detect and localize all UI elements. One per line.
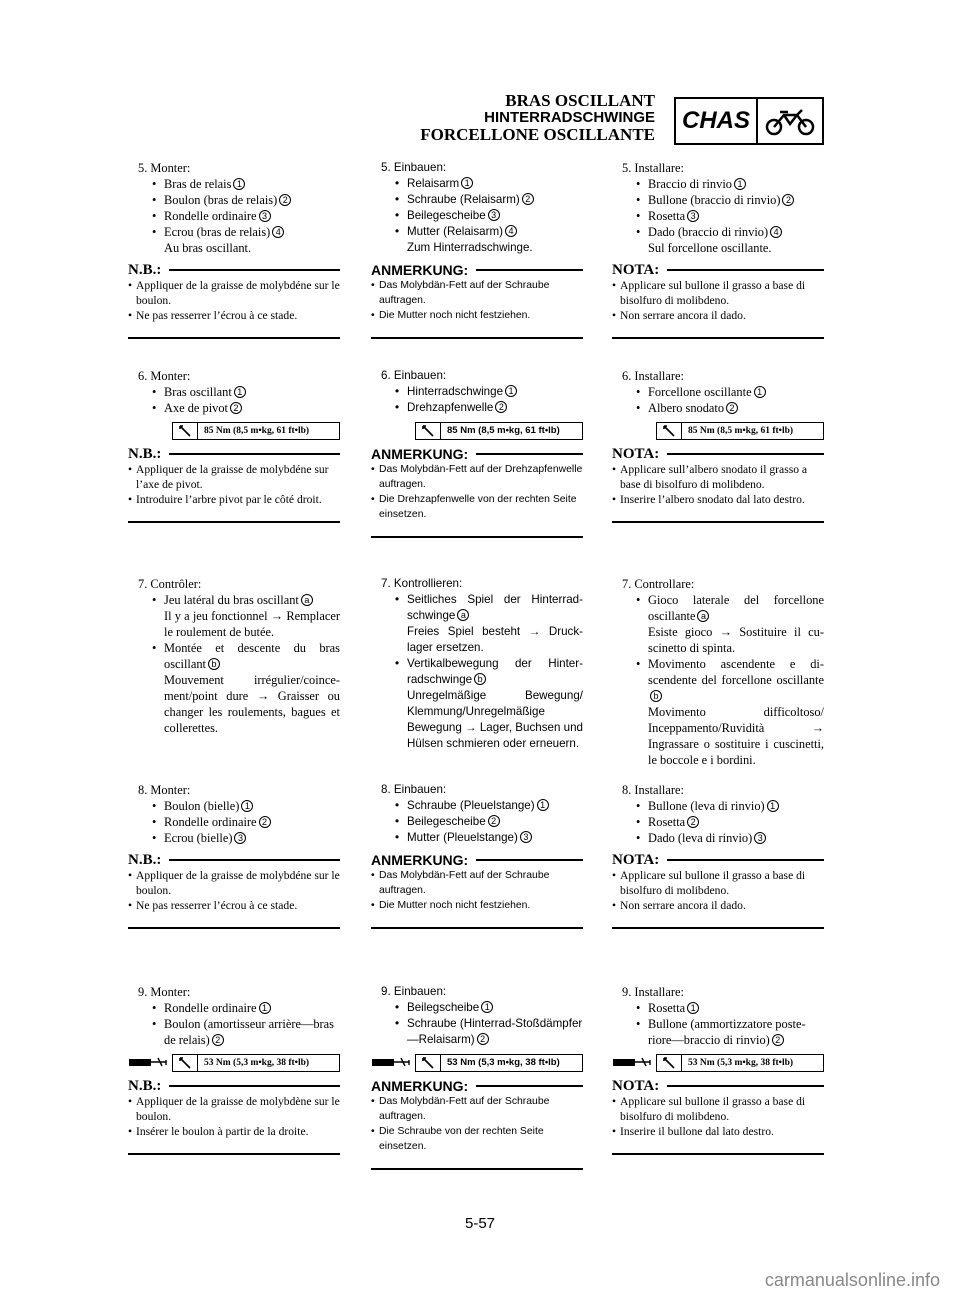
text: Hinterradschwinge xyxy=(407,385,504,398)
torque-row xyxy=(128,1054,340,1072)
text: Schraube (Pleuelstange) xyxy=(407,799,535,812)
note-item: • Applicare sul bullone il grasso a base di bisolfuro di molibdeno. xyxy=(612,868,824,898)
step-6 xyxy=(612,368,824,523)
divider xyxy=(128,1153,340,1155)
note-item: • Die Drehzapfenwelle von der rechten Seite einsetzen. xyxy=(371,492,583,522)
section-badge-label: CHAS xyxy=(676,99,758,143)
text: Mutter (Relaisarm) xyxy=(407,225,503,238)
header-title-fr: BRAS OSCILLANT xyxy=(505,91,655,110)
note-item: • Die Mutter noch nicht festziehen. xyxy=(371,898,583,913)
text: Gioco laterale del forcellone oscillante xyxy=(648,593,824,623)
step-7 xyxy=(371,576,583,752)
text: Bullone (braccio di rinvio) xyxy=(648,193,781,207)
list-item xyxy=(636,192,824,208)
callout-marker: 3 xyxy=(754,832,766,844)
note-item: • Appliquer de la graisse de molybdéne sur l’axe de pivot. xyxy=(128,462,340,492)
list-item xyxy=(636,208,824,224)
text: 53 Nm (5,3 m•kg, 38 ft•lb) xyxy=(204,1058,310,1068)
list-item xyxy=(395,1016,583,1048)
callout-marker: 2 xyxy=(212,1034,224,1046)
text: Beilegescheibe xyxy=(407,815,486,828)
wrench-icon xyxy=(416,1055,441,1071)
note-item: • Inserire il bullone dal lato destro. xyxy=(612,1124,824,1139)
step-6 xyxy=(371,368,583,538)
callout-marker: b xyxy=(474,673,486,685)
text: Bras de relais xyxy=(164,177,232,191)
torque-spec xyxy=(656,1054,824,1072)
text: NOTA: xyxy=(612,852,660,868)
note-item: • Non serrare ancora il dado. xyxy=(612,308,824,323)
page-number: 5-57 xyxy=(464,1215,496,1232)
callout-marker: 1 xyxy=(461,177,473,189)
step-9 xyxy=(371,984,583,1170)
step-title: 5. Installare: xyxy=(622,161,684,175)
list-item xyxy=(395,208,583,224)
text: Rondelle ordinaire xyxy=(164,1001,257,1015)
list-item xyxy=(636,814,824,830)
text: Beilegscheibe xyxy=(407,1001,480,1014)
note-item: • Das Molybdän-Fett auf der Schraube auftragen. xyxy=(371,278,583,308)
callout-marker: 1 xyxy=(505,385,517,397)
callout-marker: 2 xyxy=(687,816,699,828)
note-item: • Ne pas resserrer l’écrou à ce stade. xyxy=(128,308,340,323)
list-item xyxy=(152,192,340,208)
text: Rosetta xyxy=(648,815,686,829)
callout-marker: 1 xyxy=(687,1002,699,1014)
step-8 xyxy=(371,782,583,929)
step-title: 9. Einbauen: xyxy=(381,985,447,998)
text: NOTA: xyxy=(612,1078,660,1094)
divider xyxy=(371,536,583,538)
callout-marker: 3 xyxy=(520,831,532,843)
list-item xyxy=(395,384,583,400)
note-item: • Die Schraube von der rechten Seite einsetzen. xyxy=(371,1124,583,1154)
list-item xyxy=(636,592,824,624)
callout-marker: 2 xyxy=(782,194,794,206)
step-7 xyxy=(612,576,824,768)
callout-marker: 2 xyxy=(279,194,291,206)
divider xyxy=(612,521,824,523)
list-item xyxy=(636,798,824,814)
text: Bullone (ammortizzatore posteriore—braccio di rinvio) xyxy=(648,1017,806,1047)
wrench-icon xyxy=(657,423,682,439)
sub-text: Zum Hinterradschwinge. xyxy=(407,241,533,254)
step-9 xyxy=(128,984,340,1155)
text: NOTA: xyxy=(612,446,660,462)
note-heading xyxy=(612,1078,824,1094)
header-title-it: FORCELLONE OSCILLANTE xyxy=(420,125,655,144)
callout-marker: 1 xyxy=(259,1002,271,1014)
text: ANMERKUNG: xyxy=(371,262,469,278)
note-item: • Appliquer de la graisse de molybdène sur le boulon. xyxy=(128,1094,340,1124)
callout-marker: 2 xyxy=(230,402,242,414)
list-item xyxy=(395,224,583,240)
step-title: 9. Monter: xyxy=(138,985,191,999)
callout-marker: 1 xyxy=(481,1001,493,1013)
text: Rosetta xyxy=(648,1001,686,1015)
divider xyxy=(128,927,340,929)
step-8 xyxy=(128,782,340,929)
text: 53 Nm (5,3 m•kg, 38 ft•lb) xyxy=(447,1057,560,1068)
divider xyxy=(371,337,583,339)
text: Movimento ascendente e discendente del forcellone oscillante xyxy=(648,657,824,687)
note-item: • Das Molybdän-Fett auf der Drehzapfenwelle auftragen. xyxy=(371,462,583,492)
callout-marker: b xyxy=(208,658,220,670)
step-7 xyxy=(128,576,340,736)
list-item xyxy=(152,640,340,672)
note-item: • Appliquer de la graisse de molybdéne sur le boulon. xyxy=(128,278,340,308)
callout-marker: 1 xyxy=(767,800,779,812)
torque-spec xyxy=(656,422,824,440)
list-item xyxy=(152,400,340,416)
sub-text: Il y a jeu fonctionnel → Remplacer le roulement de butée. xyxy=(164,609,340,639)
callout-marker: a xyxy=(301,594,313,606)
text: Schraube (Relaisarm) xyxy=(407,193,520,206)
step-6 xyxy=(128,368,340,523)
note-heading xyxy=(371,262,583,278)
note-heading xyxy=(371,852,583,868)
text: Drehzapfenwelle xyxy=(407,401,494,414)
list-item xyxy=(152,830,340,846)
torque-spec xyxy=(172,1054,340,1072)
callout-marker: 2 xyxy=(488,815,500,827)
text: Boulon (amortisseur arrière—bras de relais) xyxy=(164,1017,334,1047)
torque-row xyxy=(371,1054,583,1072)
callout-marker: 3 xyxy=(259,210,271,222)
text: NOTA: xyxy=(612,262,660,278)
callout-marker: a xyxy=(697,610,709,622)
list-item xyxy=(152,224,340,240)
list-item xyxy=(395,192,583,208)
callout-marker: 4 xyxy=(272,226,284,238)
callout-marker: 1 xyxy=(754,386,766,398)
text: N.B.: xyxy=(128,262,162,278)
wrench-icon xyxy=(173,1055,198,1071)
callout-marker: 1 xyxy=(734,178,746,190)
note-item: • Applicare sul bullone il grasso a base di bisolfuro di molibdeno. xyxy=(612,278,824,308)
step-title: 8. Installare: xyxy=(622,783,684,797)
watermark: carmanualsonline.info xyxy=(764,1270,940,1290)
text: Forcellone oscillante xyxy=(648,385,752,399)
sub-text: Au bras oscillant. xyxy=(164,241,252,255)
text: Boulon (bielle) xyxy=(164,799,240,813)
text: Albero snodato xyxy=(648,401,725,415)
callout-marker: 2 xyxy=(726,402,738,414)
list-item xyxy=(152,592,340,608)
sub-text: Unregelmäßige Bewegung/ Klemmung/Unregelmäßige Bewegung → Lager, Buchsen und Hülsen schmieren oder erneuern. xyxy=(407,689,583,750)
note-item: • Insérer le boulon à partir de la droite. xyxy=(128,1124,340,1139)
text: Braccio di rinvio xyxy=(648,177,732,191)
note-item: • Applicare sull’albero snodato il grasso a base di bisolfuro di molibdeno. xyxy=(612,462,824,492)
step-5 xyxy=(612,160,824,339)
wrench-icon xyxy=(173,423,198,439)
text: Jeu latéral du bras oscillant xyxy=(164,593,299,607)
text: Schraube (Hinterrad-Stoßdämpfer—Relaisarm) xyxy=(407,1017,583,1046)
step-title: 8. Monter: xyxy=(138,783,191,797)
grease-gun-icon xyxy=(128,1055,172,1071)
list-item xyxy=(636,1016,824,1048)
step-5 xyxy=(371,160,583,339)
text: Seitliches Spiel der Hinterradschwinge xyxy=(407,593,583,622)
note-item: • Appliquer de la graisse de molybdéne sur le boulon. xyxy=(128,868,340,898)
callout-marker: 2 xyxy=(495,401,507,413)
text: Boulon (bras de relais) xyxy=(164,193,278,207)
text: N.B.: xyxy=(128,446,162,462)
text: Ecrou (bielle) xyxy=(164,831,233,845)
list-item xyxy=(152,1000,340,1016)
grease-gun-icon xyxy=(612,1055,656,1071)
note-heading xyxy=(128,1078,340,1094)
text: Bullone (leva di rinvio) xyxy=(648,799,765,813)
step-title: 5. Monter: xyxy=(138,161,191,175)
note-item: • Non serrare ancora il dado. xyxy=(612,898,824,913)
list-item xyxy=(395,176,583,192)
text: 85 Nm (8,5 m•kg, 61 ft•lb) xyxy=(204,426,310,436)
step-9 xyxy=(612,984,824,1155)
step-title: 9. Installare: xyxy=(622,985,684,999)
text: Dado (braccio di rinvio) xyxy=(648,225,769,239)
callout-marker: b xyxy=(650,690,662,702)
list-item xyxy=(152,176,340,192)
note-heading xyxy=(612,446,824,462)
note-heading xyxy=(128,852,340,868)
list-item xyxy=(152,1016,340,1048)
text: Vertikalbewegung der Hinterradschwinge xyxy=(407,657,583,686)
callout-marker: 4 xyxy=(770,226,782,238)
text: Mutter (Pleuelstange) xyxy=(407,831,518,844)
divider xyxy=(128,337,340,339)
sub-text: Sul forcellone oscillante. xyxy=(648,241,772,255)
text: Beilegescheibe xyxy=(407,209,486,222)
torque-spec xyxy=(415,422,583,440)
section-badge xyxy=(674,97,824,145)
step-8 xyxy=(612,782,824,929)
list-item xyxy=(636,830,824,846)
note-item: • Applicare sul bullone il grasso a base di bisolfuro di molibdeno. xyxy=(612,1094,824,1124)
list-item xyxy=(395,656,583,688)
text: ANMERKUNG: xyxy=(371,1078,469,1094)
list-item xyxy=(636,400,824,416)
list-item xyxy=(636,224,824,240)
list-item xyxy=(636,384,824,400)
text: Rondelle ordinaire xyxy=(164,209,257,223)
callout-marker: 2 xyxy=(477,1033,489,1045)
step-title: 7. Controllare: xyxy=(622,577,695,591)
note-item: • Das Molybdän-Fett auf der Schraube auftragen. xyxy=(371,1094,583,1124)
step-title: 6. Einbauen: xyxy=(381,369,447,382)
step-5 xyxy=(128,160,340,339)
note-heading xyxy=(371,1078,583,1094)
divider xyxy=(612,927,824,929)
text: Axe de pivot xyxy=(164,401,229,415)
text: 85 Nm (8,5 m•kg, 61 ft•lb) xyxy=(447,425,560,436)
text: ANMERKUNG: xyxy=(371,446,469,462)
divider xyxy=(128,521,340,523)
callout-marker: 3 xyxy=(687,210,699,222)
callout-marker: 1 xyxy=(234,386,246,398)
divider xyxy=(371,927,583,929)
torque-spec xyxy=(172,422,340,440)
callout-marker: 1 xyxy=(241,800,253,812)
text: Ecrou (bras de relais) xyxy=(164,225,271,239)
divider xyxy=(612,1153,824,1155)
list-item xyxy=(395,814,583,830)
note-item: • Das Molybdän-Fett auf der Schraube auftragen. xyxy=(371,868,583,898)
grease-gun-icon xyxy=(371,1055,415,1071)
text: ANMERKUNG: xyxy=(371,852,469,868)
sub-text: Movimento difficoltoso/ Inceppamento/Ruvidità → Ingrassare o sostituire i cuscinetti, le boccole e i bordini. xyxy=(648,705,824,767)
sub-text: Mouvement irrégulier/coincement/point dure → Graisser ou changer les roulements, bagues et collerettes. xyxy=(164,673,340,735)
callout-marker: 4 xyxy=(505,225,517,237)
callout-marker: 3 xyxy=(234,832,246,844)
list-item xyxy=(395,1000,583,1016)
step-title: 5. Einbauen: xyxy=(381,161,447,174)
list-item xyxy=(152,798,340,814)
list-item xyxy=(395,830,583,846)
text: Rondelle ordinaire xyxy=(164,815,257,829)
note-item: • Introduire l’arbre pivot par le côté droit. xyxy=(128,492,340,507)
list-item xyxy=(395,798,583,814)
callout-marker: 2 xyxy=(522,193,534,205)
callout-marker: 3 xyxy=(488,209,500,221)
note-heading xyxy=(371,446,583,462)
text: N.B.: xyxy=(128,852,162,868)
torque-row xyxy=(612,1054,824,1072)
step-title: 7. Kontrollieren: xyxy=(381,577,463,590)
text: Bras oscillant xyxy=(164,385,232,399)
note-heading xyxy=(128,446,340,462)
step-title: 8. Einbauen: xyxy=(381,783,447,796)
callout-marker: a xyxy=(457,609,469,621)
list-item xyxy=(636,1000,824,1016)
header-title-de: HINTERRADSCHWINGE xyxy=(484,109,655,126)
list-item xyxy=(395,400,583,416)
text: 85 Nm (8,5 m•kg, 61 ft•lb) xyxy=(688,426,794,436)
list-item xyxy=(152,208,340,224)
callout-marker: 2 xyxy=(772,1034,784,1046)
callout-marker: 1 xyxy=(537,799,549,811)
wrench-icon xyxy=(657,1055,682,1071)
callout-marker: 2 xyxy=(259,816,271,828)
callout-marker: 1 xyxy=(233,178,245,190)
text: 53 Nm (5,3 m•kg, 38 ft•lb) xyxy=(688,1058,794,1068)
sub-text: Freies Spiel besteht → Drucklager ersetzen. xyxy=(407,625,583,654)
divider xyxy=(371,1168,583,1170)
text: N.B.: xyxy=(128,1078,162,1094)
list-item xyxy=(636,176,824,192)
step-title: 6. Monter: xyxy=(138,369,191,383)
note-item: • Inserire l’albero snodato dal lato destro. xyxy=(612,492,824,507)
divider xyxy=(612,337,824,339)
list-item xyxy=(636,656,824,704)
list-item xyxy=(152,814,340,830)
torque-spec xyxy=(415,1054,583,1072)
list-item xyxy=(152,384,340,400)
wrench-icon xyxy=(416,423,441,439)
text: Rosetta xyxy=(648,209,686,223)
list-item xyxy=(395,592,583,624)
text: Relaisarm xyxy=(407,177,460,190)
note-heading xyxy=(128,262,340,278)
motorcycle-icon xyxy=(758,99,822,143)
sub-text: Esiste gioco → Sostituire il cuscinetto di spinta. xyxy=(648,625,824,655)
note-item: • Ne pas resserrer l’écrou à ce stade. xyxy=(128,898,340,913)
text: Dado (leva di rinvio) xyxy=(648,831,753,845)
note-heading xyxy=(612,852,824,868)
note-heading xyxy=(612,262,824,278)
step-title: 7. Contrôler: xyxy=(138,577,202,591)
text: Montée et descente du bras oscillant xyxy=(164,641,340,671)
note-item: • Die Mutter noch nicht festziehen. xyxy=(371,308,583,323)
step-title: 6. Installare: xyxy=(622,369,684,383)
